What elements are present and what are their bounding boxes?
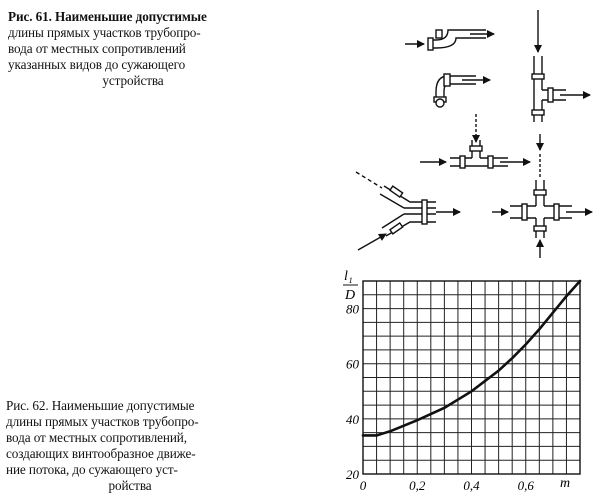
caption-line: вода от местных сопротивлений, — [6, 430, 187, 445]
caption-line: устройства — [102, 73, 164, 88]
caption-line: ройства — [108, 478, 152, 493]
x-tick-label: 0 — [359, 478, 367, 493]
caption-line: длины прямых участков трубопро- — [8, 25, 201, 40]
chart-ticks — [346, 302, 534, 493]
y-tick-label: 80 — [346, 301, 359, 317]
x-tick-label: 0,4 — [463, 478, 480, 493]
caption-line: создающих винтообразное движе- — [6, 446, 196, 461]
caption-line-text: Рис. 61. Наименьшие допустимые — [8, 9, 207, 24]
chart-grid — [363, 281, 580, 474]
caption-line: вода от местных сопротивлений — [8, 41, 186, 56]
y-tick-label: 20 — [346, 467, 359, 482]
x-tick-label: 0,2 — [409, 478, 426, 493]
caption-line: Рис. 62. Наименьшие допустимые — [6, 398, 195, 413]
x-tick-label: 0,6 — [517, 478, 534, 493]
caption-line: длины прямых участков трубопро- — [6, 414, 199, 429]
x-axis-label: m — [560, 476, 571, 491]
caption-line: ние потока, до сужающего уст- — [6, 462, 178, 477]
y-axis-label-denominator: D — [345, 288, 356, 303]
caption-line: указанных видов до сужающего — [8, 57, 186, 72]
y-tick-label: 40 — [346, 411, 359, 427]
y-tick-label: 60 — [346, 356, 359, 372]
y-axis-label-numerator: l₁ — [344, 269, 353, 284]
